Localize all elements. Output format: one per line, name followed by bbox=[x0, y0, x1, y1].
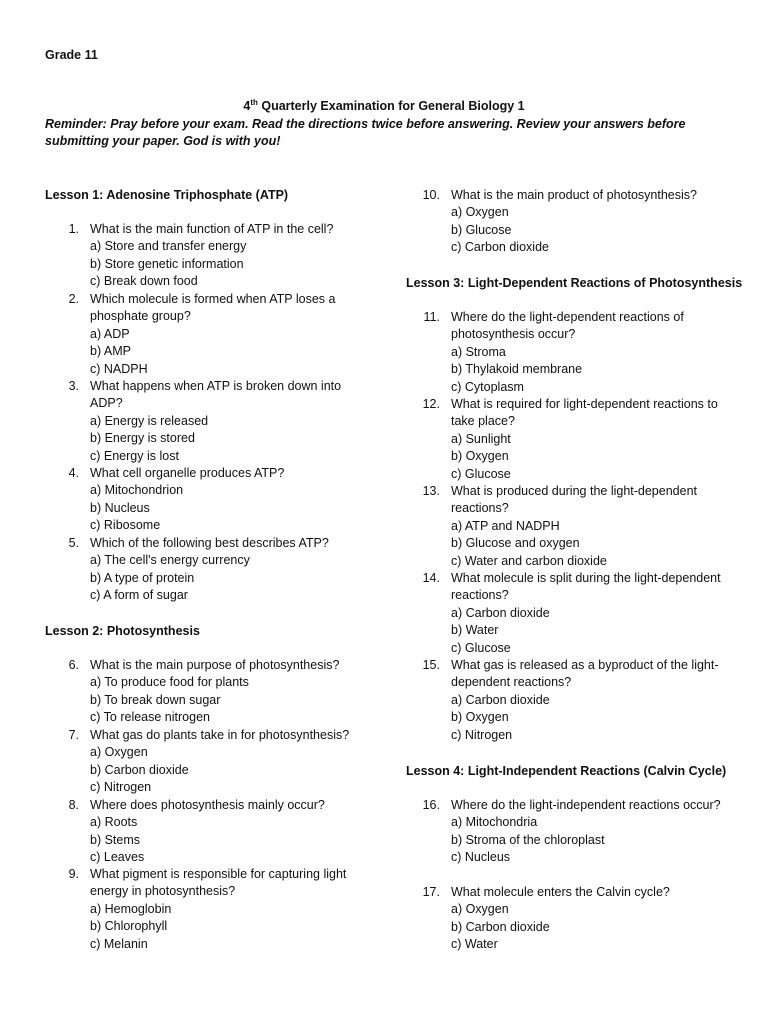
question-number: 7. bbox=[68, 728, 79, 742]
answer-option: a) Oxygen bbox=[451, 205, 509, 220]
question-5 bbox=[45, 535, 375, 605]
answer-option: c) Glucose bbox=[451, 640, 511, 655]
answer-option: b) Thylakoid membrane bbox=[451, 362, 583, 377]
question-text: What is required for light-dependent reactions to take place? bbox=[451, 397, 718, 429]
question-7 bbox=[45, 727, 375, 797]
lesson-2-heading: Lesson 2: Photosynthesis bbox=[45, 624, 200, 638]
question-16 bbox=[406, 797, 736, 867]
question-4 bbox=[45, 465, 375, 535]
question-number: 15. bbox=[422, 658, 440, 672]
answer-option: c) Water bbox=[451, 937, 498, 952]
question-2 bbox=[45, 291, 375, 378]
question-14 bbox=[406, 570, 736, 657]
question-number: 12. bbox=[422, 397, 440, 411]
question-number: 6. bbox=[68, 658, 79, 672]
question-text: Which molecule is formed when ATP loses a phosphate group? bbox=[90, 292, 336, 324]
answer-option: a) Energy is released bbox=[90, 413, 209, 428]
answer-option: a) Mitochondrion bbox=[90, 483, 184, 498]
question-text: What is the main purpose of photosynthesis? bbox=[90, 658, 340, 672]
exam-title-text: Quarterly Examination for General Biology 1 bbox=[257, 99, 525, 113]
answer-option: c) NADPH bbox=[90, 361, 148, 376]
answer-option: a) Mitochondria bbox=[451, 815, 538, 830]
answer-option: a) Oxygen bbox=[90, 745, 148, 760]
question-text: What molecule is split during the light-dependent reactions? bbox=[451, 571, 721, 603]
question-8 bbox=[45, 797, 375, 867]
question-10 bbox=[406, 187, 736, 257]
question-number: 13. bbox=[422, 484, 440, 498]
question-number: 16. bbox=[422, 798, 440, 812]
answer-option: b) A type of protein bbox=[90, 570, 195, 585]
answer-option: a) The cell's energy currency bbox=[90, 553, 250, 568]
answer-option: c) Cytoplasm bbox=[451, 379, 524, 394]
question-number: 3. bbox=[68, 379, 79, 393]
grade-label: Grade 11 bbox=[45, 48, 98, 62]
answer-option: c) Carbon dioxide bbox=[451, 240, 549, 255]
answer-option: a) Stroma bbox=[451, 344, 506, 359]
answer-option: a) Store and transfer energy bbox=[90, 239, 247, 254]
answer-option: a) Roots bbox=[90, 815, 138, 830]
question-number: 5. bbox=[68, 536, 79, 550]
answer-option: a) Sunlight bbox=[451, 431, 511, 446]
question-12 bbox=[406, 396, 736, 483]
answer-option: b) AMP bbox=[90, 344, 131, 359]
question-text: What gas is released as a byproduct of the light-dependent reactions? bbox=[451, 658, 719, 690]
question-text: What happens when ATP is broken down into ADP? bbox=[90, 379, 342, 411]
answer-option: b) Water bbox=[451, 623, 499, 638]
question-text: Which of the following best describes ATP? bbox=[90, 536, 329, 550]
question-text: What is produced during the light-dependent reactions? bbox=[451, 484, 697, 516]
exam-title bbox=[0, 98, 768, 115]
question-text: What molecule enters the Calvin cycle? bbox=[451, 885, 670, 899]
question-text: What is the main function of ATP in the cell? bbox=[90, 222, 334, 236]
exam-reminder: Reminder: Pray before your exam. Read the directions twice before answering. Review your answers before submitting your paper. God is with you! bbox=[45, 117, 686, 149]
question-number: 14. bbox=[422, 571, 440, 585]
question-number: 11. bbox=[423, 310, 440, 324]
answer-option: c) Leaves bbox=[90, 850, 145, 865]
answer-option: b) Carbon dioxide bbox=[451, 919, 550, 934]
answer-option: c) Nucleus bbox=[451, 850, 511, 865]
answer-option: b) Stroma of the chloroplast bbox=[451, 832, 605, 847]
answer-option: b) Nucleus bbox=[90, 500, 150, 515]
question-13 bbox=[406, 483, 736, 570]
question-9 bbox=[45, 866, 375, 953]
answer-option: a) Oxygen bbox=[451, 902, 509, 917]
answer-option: c) Water and carbon dioxide bbox=[451, 553, 607, 568]
question-11 bbox=[406, 309, 736, 396]
answer-option: c) A form of sugar bbox=[90, 588, 188, 603]
question-number: 2. bbox=[68, 292, 79, 306]
answer-option: c) Nitrogen bbox=[451, 727, 513, 742]
question-number: 9. bbox=[68, 867, 79, 881]
answer-option: b) Glucose bbox=[451, 222, 512, 237]
answer-option: a) ATP and NADPH bbox=[451, 518, 560, 533]
question-6 bbox=[45, 657, 375, 727]
answer-option: a) Carbon dioxide bbox=[451, 692, 550, 707]
question-text: What pigment is responsible for capturing light energy in photosynthesis? bbox=[90, 867, 347, 899]
answer-option: c) Energy is lost bbox=[90, 448, 179, 463]
lesson-1-heading: Lesson 1: Adenosine Triphosphate (ATP) bbox=[45, 188, 289, 202]
question-number: 17. bbox=[422, 885, 440, 899]
question-17 bbox=[406, 884, 736, 954]
answer-option: c) Break down food bbox=[90, 274, 198, 289]
question-number: 4. bbox=[68, 466, 79, 480]
answer-option: b) Chlorophyll bbox=[90, 919, 168, 934]
question-text: Where do the light-dependent reactions of photosynthesis occur? bbox=[451, 310, 684, 342]
answer-option: a) Carbon dioxide bbox=[451, 605, 550, 620]
exam-title-ordinal: th bbox=[250, 97, 258, 107]
question-number: 1. bbox=[68, 222, 79, 236]
question-text: What gas do plants take in for photosynthesis? bbox=[90, 728, 350, 742]
question-text: What is the main product of photosynthesis? bbox=[451, 188, 697, 202]
question-text: Where does photosynthesis mainly occur? bbox=[90, 798, 325, 812]
answer-option: b) Energy is stored bbox=[90, 431, 195, 446]
question-number: 10. bbox=[422, 188, 440, 202]
question-text: Where do the light-independent reactions occur? bbox=[451, 798, 721, 812]
answer-option: b) Glucose and oxygen bbox=[451, 536, 580, 551]
question-1 bbox=[45, 221, 375, 291]
exam-title-number: 4 bbox=[243, 99, 251, 113]
answer-option: b) Stems bbox=[90, 832, 141, 847]
answer-option: c) Nitrogen bbox=[90, 780, 152, 795]
answer-option: b) Oxygen bbox=[451, 449, 509, 464]
answer-option: a) ADP bbox=[90, 326, 130, 341]
answer-option: b) Carbon dioxide bbox=[90, 762, 189, 777]
question-15 bbox=[406, 657, 736, 744]
answer-option: c) Ribosome bbox=[90, 518, 161, 533]
question-3 bbox=[45, 378, 375, 465]
question-text: What cell organelle produces ATP? bbox=[90, 466, 285, 480]
answer-option: a) Hemoglobin bbox=[90, 901, 172, 916]
answer-option: b) Store genetic information bbox=[90, 256, 244, 271]
lesson-4-heading: Lesson 4: Light-Independent Reactions (Calvin Cycle) bbox=[406, 764, 727, 778]
answer-option: b) To break down sugar bbox=[90, 692, 221, 707]
answer-option: b) Oxygen bbox=[451, 710, 509, 725]
answer-option: c) Melanin bbox=[90, 936, 148, 951]
answer-option: a) To produce food for plants bbox=[90, 675, 249, 690]
lesson-3-heading: Lesson 3: Light-Dependent Reactions of Photosynthesis bbox=[406, 276, 743, 290]
question-number: 8. bbox=[68, 798, 79, 812]
answer-option: c) To release nitrogen bbox=[90, 710, 210, 725]
answer-option: c) Glucose bbox=[451, 466, 511, 481]
